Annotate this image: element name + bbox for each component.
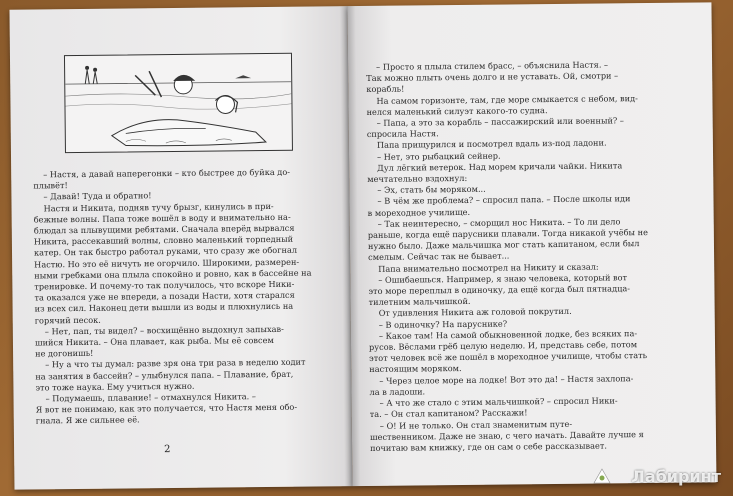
paragraph: Никита, рассекавший волны, словно маленький торпедный: [33, 233, 294, 247]
paragraph: это море переплыл в одиночку, да ещё когда был пятнадца-: [368, 283, 631, 297]
paragraph: Папа внимательно посмотрел на Никиту и сказал:: [378, 261, 599, 274]
beach-illustration: [64, 53, 293, 153]
paragraph: та. – Он стал капитаном? Расскажи!: [369, 407, 528, 420]
paragraph: смелым. Сейчас так не бывает...: [368, 250, 510, 263]
labirint-watermark: Лабиринт: [631, 467, 721, 486]
paragraph: шийся Никита. – Она плавает, как рыба. Мы её совсем: [34, 334, 274, 348]
page-number: 2: [164, 444, 171, 456]
paragraph: Дул лёгкий ветерок. Над морем кричали чайки. Никита: [377, 160, 623, 173]
paragraph: почитаю вам книжку, где он сам о себе рассказывает.: [370, 440, 607, 453]
paragraph: горячий песок.: [34, 314, 101, 326]
paragraph: – Подумаешь, плавание! – отмахнулся Никита. –: [45, 391, 257, 404]
paragraph: ными гребками она плыла спокойно и ровно, как в бассейне на: [34, 267, 312, 281]
paragraph: в мореходное училище.: [367, 206, 471, 218]
paragraph: тилетним мальчишкой.: [368, 296, 471, 308]
paragraph: – Просто я плыла стилем брасс, – объяснила Настя. –: [376, 59, 609, 72]
paragraph: корабль!: [366, 83, 405, 95]
paragraph: нелся маленький силуэт какого-то судна.: [366, 104, 548, 117]
paragraph: – А что же стало с этим мальчишкой? – спросил Ники-: [379, 395, 618, 408]
paragraph: Я вот не понимаю, как это получается, что Настя меня обо-: [35, 401, 298, 415]
paragraph: На самом горизонте, там, где море смыкается с небом, вид-: [376, 92, 638, 106]
paragraph: на занятия в бассейн? – улыбнулся папа. – Плавание, брат,: [35, 368, 294, 382]
paragraph: – О! И не только. Он стал знаменитым путе-: [379, 418, 573, 431]
left-page: [9, 6, 352, 490]
paragraph: – Папа, а это за корабль – пассажирский или военный? –: [376, 115, 625, 128]
paragraph: – Нет, это рыбацкий сейнер.: [376, 150, 501, 162]
paragraph: – Так неинтересно, – сморщил нос Никита. – То ли дело: [377, 216, 621, 229]
paragraph: мечтательно вздохнул:: [367, 172, 468, 184]
paragraph: Так можно плыть очень долго и не уставать. Ой, смотри –: [366, 70, 619, 84]
paragraph: раньше, когда ещё парусники плавали. Тогда никакой учёбы не: [367, 227, 648, 241]
paragraph: из всех сил. Наконец дети вышли из воды и плюхнулись на: [34, 301, 294, 314]
paragraph: От удивления Никита аж головой покрутил.: [378, 306, 572, 319]
paragraph: Настю. Но это её ничуть не огорчило. Широкими, размерен-: [34, 256, 300, 270]
paragraph: этот человек всё же пошёл в мореходное училище, чтобы стать: [369, 350, 648, 364]
paragraph: Настя и Никита, подняв тучу брызг, кинулись в при-: [43, 200, 274, 213]
paragraph: бежные волны. Папа тоже вошёл в воду и внимательно на-: [33, 211, 291, 225]
paragraph: шественником. Даже не знаю, с чего начать. Давайте лучше я: [369, 428, 644, 442]
book-spread: [5, 2, 722, 495]
paragraph: не догонишь!: [35, 348, 94, 359]
paragraph: это тоже наука. Ему учиться нужно.: [35, 380, 195, 393]
labirint-logo-icon: [593, 468, 611, 486]
paragraph: настоящим моряком.: [369, 363, 462, 375]
paragraph: – В чём же проблема? – спросил папа. – После школы иди: [377, 193, 631, 207]
paragraph: – Настя, а давай наперегонки – кто быстрее до буйка до-: [43, 166, 291, 180]
paragraph: Папа прищурился и посмотрел вдаль из-под ладони.: [376, 137, 607, 151]
paragraph: – Ошибаешься. Например, я знаю человека, который вот: [378, 272, 628, 285]
left-page-text: [33, 166, 336, 427]
paragraph: блюдал за плывущими ребятами. Сначала вперёд вырвался: [33, 222, 295, 236]
paragraph: – Эх, стать бы моряком...: [377, 183, 486, 196]
paragraph: та оказался уже не впереди, а позади Насти, хотя старался: [34, 289, 295, 303]
paragraph: нужно было. Даже мальчишка мог стать капитаном, если был: [367, 238, 640, 252]
right-page-text: [366, 58, 710, 454]
paragraph: тренировке. И почему-то так получилось, что вскоре Ники-: [34, 278, 295, 292]
paragraph: ла в ладоши.: [369, 386, 426, 397]
paragraph: – Ну а что ты думал: разве зря она три раза в неделю ходит: [45, 357, 306, 370]
paragraph: – Какое там! На самой обыкновенной лодке, без всяких па-: [378, 328, 638, 341]
paragraph: – Нет, пап, ты видел? – восхищённо выдохнул запыхав-: [44, 323, 284, 337]
paragraph: – В одиночку? На паруснике?: [378, 318, 508, 330]
paragraph: гнала. Я же сильнее её.: [35, 414, 140, 426]
paragraph: плывёт!: [33, 180, 68, 191]
paragraph: русов. Вёслами грёб целую неделю. И, представь себе, потом: [368, 339, 638, 353]
paragraph: – Через целое море на лодке! Вот это да! – Настя захлопа-: [379, 372, 634, 386]
paragraph: – Давай! Туда и обратно!: [43, 190, 152, 202]
paragraph: спросила Настя.: [366, 128, 439, 140]
paragraph: катер. Он так быстро работал руками, что сразу же обогнал: [33, 245, 298, 258]
